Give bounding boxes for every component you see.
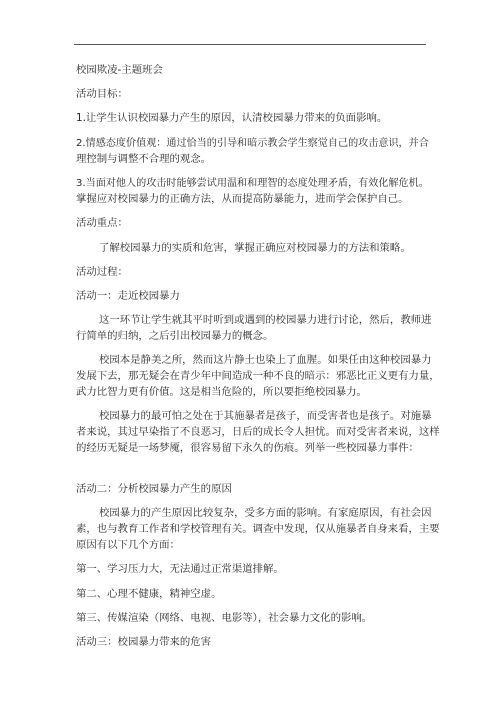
cause-2: 第二、心理不健康，精神空虚。 [76, 588, 222, 600]
cause-1: 第一、学习压力大，无法通过正常渠道排解。 [76, 563, 284, 575]
activity-1-paragraph-3-line-1: 校园暴力的最可怕之处在于其施暴者是孩子，而受害者也是孩子。对施暴 [99, 410, 432, 422]
focus-heading: 活动重点： [76, 217, 128, 229]
document-title: 校园欺凌-主题班会 [76, 64, 163, 76]
objective-3-line-2: 掌握应对校园暴力的正确方法，从而提高防暴能力，进而学会保护自己。 [76, 193, 409, 205]
activity-3-heading: 活动三：校园暴力带来的危害 [76, 636, 212, 648]
activity-1-paragraph-3-line-3: 的经历无疑是一场梦魇，很容易留下永久的伤痕。列举一些校园暴力事件： [76, 442, 419, 454]
process-heading: 活动过程： [76, 266, 128, 278]
activity-2-paragraph-line-3: 原因有以下几个方面： [76, 539, 180, 551]
activity-1-paragraph-2-line-3: 武力比智力更有价值。这是相当危险的，所以要拒绝校园暴力。 [76, 386, 367, 398]
activity-1-paragraph-1-line-1: 这一环节让学生就其平时听到或遇到的校园暴力进行讨论，然后，教师进 [99, 314, 432, 326]
activity-1-paragraph-2-line-2: 发展下去，那无疑会在青少年中间造成一种不良的暗示：邪恶比正义更有力量， [76, 370, 440, 382]
activity-2-paragraph-line-2: 素，也与教育工作者和学校管理有关。调查中发现，仅从施暴者自身来看，主要 [76, 523, 440, 535]
activity-2-heading: 活动二：分析校园暴力产生的原因 [76, 483, 232, 495]
activity-1-paragraph-1-line-2: 行简单的归纳，之后引出校园暴力的概念。 [76, 330, 274, 342]
objective-2-line-2: 理控制与调整不合理的观念。 [76, 153, 212, 165]
objective-2-line-1: 2.情感态度价值观：通过恰当的引导和暗示教会学生察觉自己的攻击意识，并合 [76, 138, 429, 149]
activity-2-paragraph-line-1: 校园暴力的产生原因比较复杂，受多方面的影响。有家庭原因，有社会因 [99, 507, 432, 519]
focus-text: 了解校园暴力的实质和危害，掌握正确应对校园暴力的方法和策略。 [99, 242, 411, 254]
activity-1-paragraph-3-line-2: 者来说，其过早染指了不良恶习，日后的成长令人担忧。而对受害者来说，这样 [76, 426, 440, 438]
cause-3: 第三、传媒渲染（网络、电视、电影等），社会暴力文化的影响。 [76, 612, 373, 624]
objective-1: 1.让学生认识校园暴力产生的原因，认清校园暴力带来的负面影响。 [76, 112, 388, 124]
objectives-heading: 活动目标： [76, 88, 128, 100]
header-rule [74, 44, 426, 45]
activity-1-heading: 活动一：走近校园暴力 [76, 290, 180, 302]
activity-1-paragraph-2-line-1: 校园本是静美之所，然而这片静土也染上了血腥。如果任由这种校园暴力 [99, 354, 432, 366]
objective-3-line-1: 3.当面对他人的攻击时能够尝试用温和和理智的态度处理矛盾，有效化解危机。 [76, 178, 429, 189]
